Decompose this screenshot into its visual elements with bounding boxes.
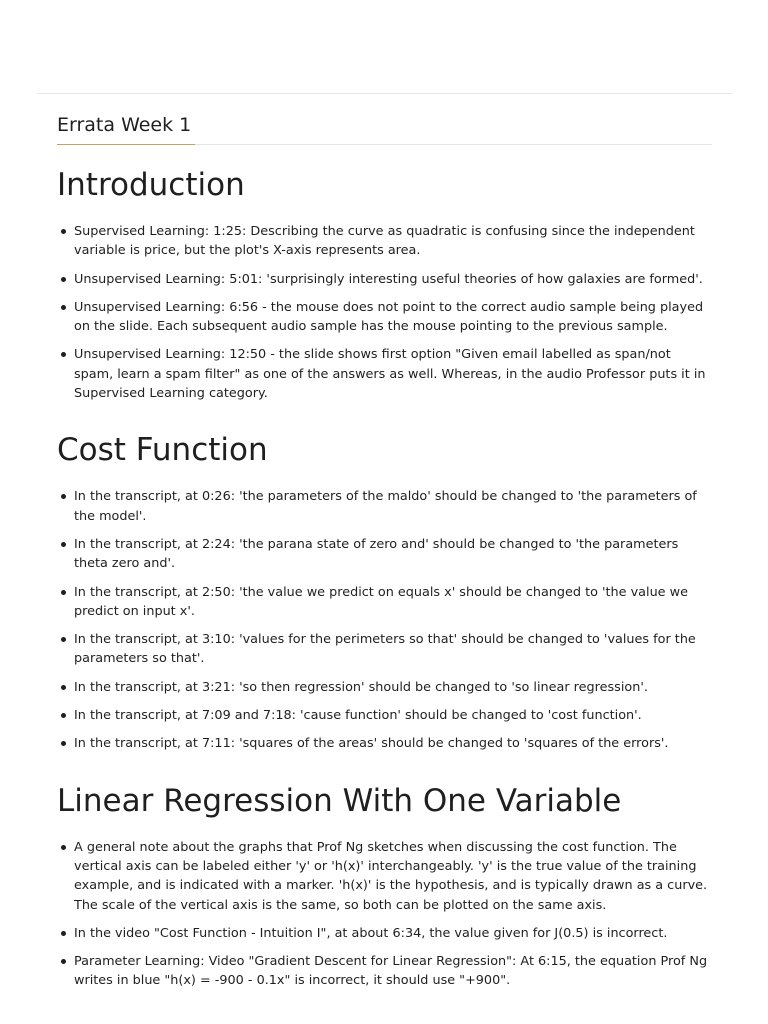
list-item: In the transcript, at 3:10: 'values for the perimeters so that' should be changed to 'values for the parameters so that'. [74, 630, 712, 669]
document-title: Errata Week 1 [57, 114, 192, 136]
list-item: In the video "Cost Function - Intuition I", at about 6:34, the value given for J(0.5) is incorrect. [74, 924, 712, 943]
section-introduction [57, 166, 712, 403]
section-heading: Linear Regression With One Variable [57, 782, 622, 819]
section-linear-regression [57, 782, 712, 991]
list-item: In the transcript, at 7:09 and 7:18: 'cause function' should be changed to 'cost function'. [74, 706, 712, 725]
list-item: A general note about the graphs that Prof Ng sketches when discussing the cost function. The vertical axis can be labeled either 'y' or 'h(x)' interchangeably. 'y' is the true value of the training example, and is indicated with a marker. 'h(x)' is the hypothesis, and is typically drawn as a curve. The scale of the vertical axis is the same, so both can be plotted on the same axis. [74, 838, 712, 915]
errata-list [57, 222, 712, 403]
document-title-bar [57, 106, 712, 145]
section-cost-function [57, 431, 712, 753]
list-item: Parameter Learning: Video "Gradient Descent for Linear Regression": At 6:15, the equation Prof Ng writes in blue "h(x) = -900 - 0.1x" is incorrect, it should use "+900". [74, 952, 712, 991]
top-divider [37, 93, 732, 94]
errata-list [57, 487, 712, 753]
list-item: Unsupervised Learning: 5:01: 'surprisingly interesting useful theories of how galaxies are formed'. [74, 270, 712, 289]
list-item: In the transcript, at 2:50: 'the value we predict on equals x' should be changed to 'the value we predict on input x'. [74, 583, 712, 622]
list-item: In the transcript, at 0:26: 'the parameters of the maldo' should be changed to 'the parameters of the model'. [74, 487, 712, 526]
list-item: Unsupervised Learning: 6:56 - the mouse does not point to the correct audio sample being played on the slide. Each subsequent audio sample has the mouse pointing to the previous sample. [74, 298, 712, 337]
errata-list [57, 838, 712, 991]
list-item: Supervised Learning: 1:25: Describing the curve as quadratic is confusing since the independent variable is price, but the plot's X-axis represents area. [74, 222, 712, 261]
list-item: Unsupervised Learning: 12:50 - the slide shows first option "Given email labelled as span/not spam, learn a spam filter" as one of the answers as well. Whereas, in the audio Professor puts it in Supervised Learning category. [74, 345, 712, 403]
list-item: In the transcript, at 3:21: 'so then regression' should be changed to 'so linear regression'. [74, 678, 712, 697]
section-heading: Introduction [57, 167, 245, 203]
list-item: In the transcript, at 7:11: 'squares of the areas' should be changed to 'squares of the errors'. [74, 734, 712, 753]
title-accent-underline [57, 144, 195, 145]
list-item: In the transcript, at 2:24: 'the parana state of zero and' should be changed to 'the parameters theta zero and'. [74, 535, 712, 574]
errata-document [57, 106, 712, 1000]
section-heading: Cost Function [57, 432, 268, 469]
